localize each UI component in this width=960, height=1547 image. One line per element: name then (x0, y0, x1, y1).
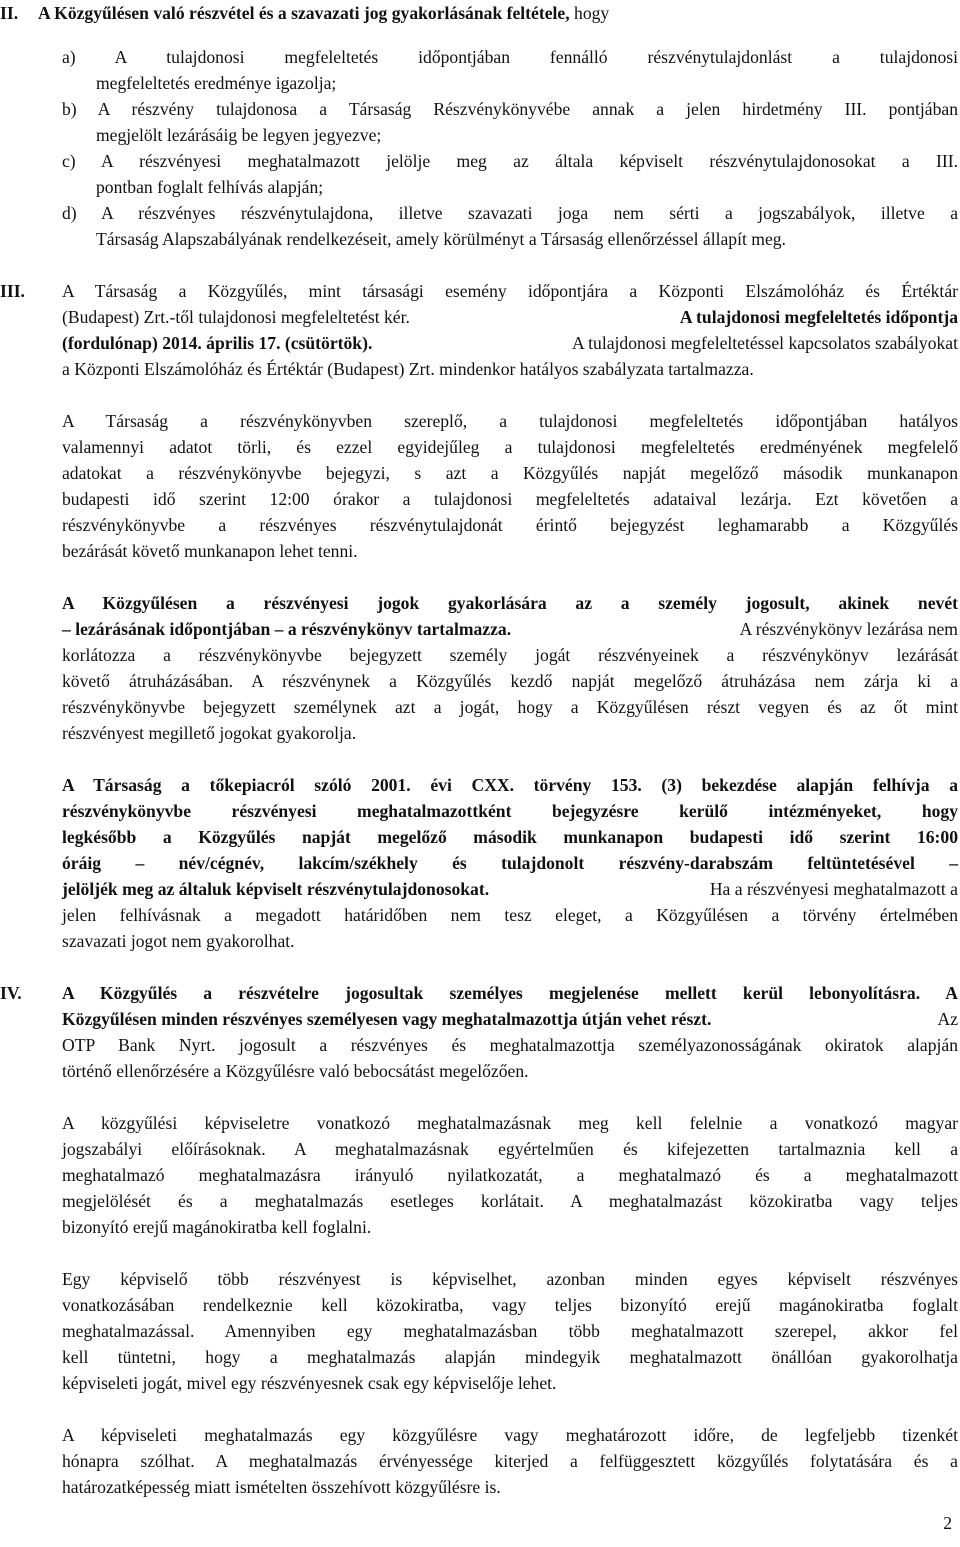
section-iv-p2-line4: megjelölését és a meghatalmazás esetleges korlátait. A meghatalmazást közokiratba vagy teljes (62, 1191, 958, 1211)
section-iii-p4-line4: óráig – név/cégnév, lakcím/székhely és tulajdonolt részvény-darabszám feltüntetésével – (62, 853, 958, 873)
section-iv-p1-line2: Közgyűlésen minden részvényes személyesen vagy meghatalmazottja útján vehet részt. Az (62, 1009, 958, 1029)
section-ii-number: II. (0, 3, 19, 23)
list-item-c-line2: pontban foglalt felhívás alapján; (96, 177, 324, 197)
section-iv-p4-line1: A képviseleti meghatalmazás egy közgyűlésre vagy meghatározott időre, de legfeljebb tizenkét (62, 1425, 958, 1445)
section-iv-p1-line4: történő ellenőrzésére a Közgyűlésre való bebocsátást megelőzően. (62, 1061, 529, 1081)
section-iii-p1-line1: A Társaság a Közgyűlés, mint társasági esemény időpontjára a Központi Elszámolóház és Értéktár (62, 281, 958, 301)
section-iii-p2-line4: budapesti idő szerint 12:00 órakor a tulajdonosi megfeleltetés adataival lezárja. Ezt követően a (62, 489, 958, 509)
section-iii-p3-line4: követő átruházásában. A részvénynek a Közgyűlés kezdő napját megelőző átruházása nem zárja ki a (62, 671, 958, 691)
section-iv-p3-line2: vonatkozásában rendelkeznie kell közokiratba, vagy teljes bizonyító erejű magánokiratba foglalt (62, 1295, 958, 1315)
section-iii-p2-line1: A Társaság a részvénykönyvben szereplő, a tulajdonosi megfeleltetés időpontjában hatályos (62, 411, 958, 431)
section-iii-p4-line7: szavazati jogot nem gyakorolhat. (62, 931, 295, 951)
section-iii-p4-line3: legkésőbb a Közgyűlés napját megelőző második munkanapon budapesti idő szerint 16:00 (62, 827, 958, 847)
section-ii-title: A Közgyűlésen való részvétel és a szavazati jog gyakorlásának feltétele, (38, 3, 570, 23)
section-iii-p4-line5: jelöljék meg az általuk képviselt részvénytulajdonosokat. Ha a részvényesi meghatalmazott a (62, 879, 958, 899)
section-iii-p4-line1: A Társaság a tőkepiacról szóló 2001. évi CXX. törvény 153. (3) bekezdése alapján felhívja a (62, 775, 958, 795)
section-iii-p2-line6: bezárását követő munkanapon lehet tenni. (62, 541, 358, 561)
list-item-c-line1: c) A részvényesi meghatalmazott jelölje meg az általa képviselt részvénytulajdonosokat a III. (62, 151, 958, 171)
section-iv-p4-line2: hónapra szólhat. A meghatalmazás érvényessége kiterjed a felfüggesztett közgyűlés folytatására és a (62, 1451, 958, 1471)
section-iii-p2-line3: adatokat a részvénykönyvbe bejegyzi, s azt a Közgyűlés napját megelőző második munkanapon (62, 463, 958, 483)
section-iv-p3-line3: meghatalmazással. Amennyiben egy meghatalmazásban több meghatalmazott szerepel, akkor fel (62, 1321, 958, 1341)
section-iii-p4-line2: részvénykönyvbe részvényesi meghatalmazottként bejegyzésre kerülő intézményeket, hogy (62, 801, 958, 821)
section-iii-fordulonap-label: A tulajdonosi megfeleltetés időpontja (679, 307, 958, 327)
section-iii-p3-line5: részvénykönyvbe bejegyzett személynek azt a jogát, hogy a Közgyűlésen részt vegyen és az őt mint (62, 697, 958, 717)
list-item-b-line2: megjelölt lezárásáig be legyen jegyezve; (96, 125, 382, 145)
list-item-a-line1: a) A tulajdonosi megfeleltetés időpontjában fennálló részvénytulajdonlást a tulajdonosi (62, 47, 958, 67)
section-iii-p1-line3: (fordulónap) 2014. április 17. (csütörtök). A tulajdonosi megfeleltetéssel kapcsolatos szabályokat (62, 333, 958, 353)
section-iii-p3-line6: részvényest megillető jogokat gyakorolja. (62, 723, 357, 743)
section-iii-p3-line2: – lezárásának időpontjában – a részvénykönyv tartalmazza. A részvénykönyv lezárása nem (62, 619, 958, 639)
page-number: 2 (943, 1513, 952, 1533)
section-iv-p3-line4: kell tüntetni, hogy a meghatalmazás alapján mindegyik meghatalmazott önállóan gyakorolhatja (62, 1347, 958, 1367)
section-iv-p1-line1: A Közgyűlés a részvételre jogosultak személyes megjelenése mellett kerül lebonyolításra. A (62, 983, 958, 1003)
section-iv-p2-line3: meghatalmazó meghatalmazásra irányuló nyilatkozatát, a meghatalmazó és a meghatalmazott (62, 1165, 958, 1185)
list-item-d-line2: Társaság Alapszabályának rendelkezéseit, amely körülményt a Társaság ellenőrzéssel állapít meg. (96, 229, 786, 249)
section-ii-title-tail: hogy (574, 3, 610, 23)
list-item-b-line1: b) A részvény tulajdonosa a Társaság Részvénykönyvébe annak a jelen hirdetmény III. pontjában (62, 99, 958, 119)
section-iii-p1-line2: (Budapest) Zrt.-től tulajdonosi megfeleltetést kér. A tulajdonosi megfeleltetés időpontja (62, 304, 958, 330)
section-iii-p1-line4: a Központi Elszámolóház és Értéktár (Budapest) Zrt. mindenkor hatályos szabályzata tartalmazza. (62, 359, 754, 379)
list-item-a-line2: megfeleltetés eredménye igazolja; (96, 73, 337, 93)
section-iii-p4-line6: jelen felhívásnak a megadott határidőben nem tesz eleget, a Közgyűlésen a törvény értelmében (62, 905, 958, 925)
section-iii-fordulonap-date: (fordulónap) 2014. április 17. (csütörtök). (62, 333, 373, 353)
section-ii-heading (0, 0, 960, 26)
list-item-d-line1: d) A részvényes részvénytulajdona, illetve szavazati joga nem sérti a jogszabályok, illetve a (62, 203, 958, 223)
section-iv-p1-line3: OTP Bank Nyrt. jogosult a részvényes és meghatalmazottja személyazonosságának okiratok alapján (62, 1035, 958, 1055)
section-iv-number: IV. (0, 983, 22, 1003)
section-iv-p3-line5: képviseleti jogát, mivel egy részvényesnek csak egy képviselője lehet. (62, 1373, 557, 1393)
section-iv-p2-line1: A közgyűlési képviseletre vonatkozó meghatalmazásnak meg kell felelnie a vonatkozó magyar (62, 1113, 958, 1133)
section-iv-p2-line5: bizonyító erejű magánokiratba kell foglalni. (62, 1217, 372, 1237)
section-iii-p3-line3: korlátozza a részvénykönyvbe bejegyzett személy jogát részvényeinek a részvénykönyv lezárását (62, 645, 958, 665)
section-iv-p2-line2: jogszabályi előírásoknak. A meghatalmazásnak egyértelműen és kifejezetten tartalmaznia kell a (62, 1139, 958, 1159)
section-iv-p3-line1: Egy képviselő több részvényest is képviselhet, azonban minden egyes képviselt részvényes (62, 1269, 958, 1289)
section-iii-p2-line5: részvénykönyvbe a részvényes részvénytulajdonát érintő bejegyzést leghamarabb a Közgyűlés (62, 515, 958, 535)
section-iii-p2-line2: valamennyi adatot törli, és ezzel egyidejűleg a tulajdonosi megfeleltetés eredményének megfelelő (62, 437, 958, 457)
section-iii-number: III. (0, 281, 25, 301)
section-iii-p3-line1: A Közgyűlésen a részvényesi jogok gyakorlására az a személy jogosult, akinek nevét (62, 593, 958, 613)
section-iv-p4-line3: határozatképesség miatt ismételten összehívott közgyűlésre is. (62, 1477, 501, 1497)
